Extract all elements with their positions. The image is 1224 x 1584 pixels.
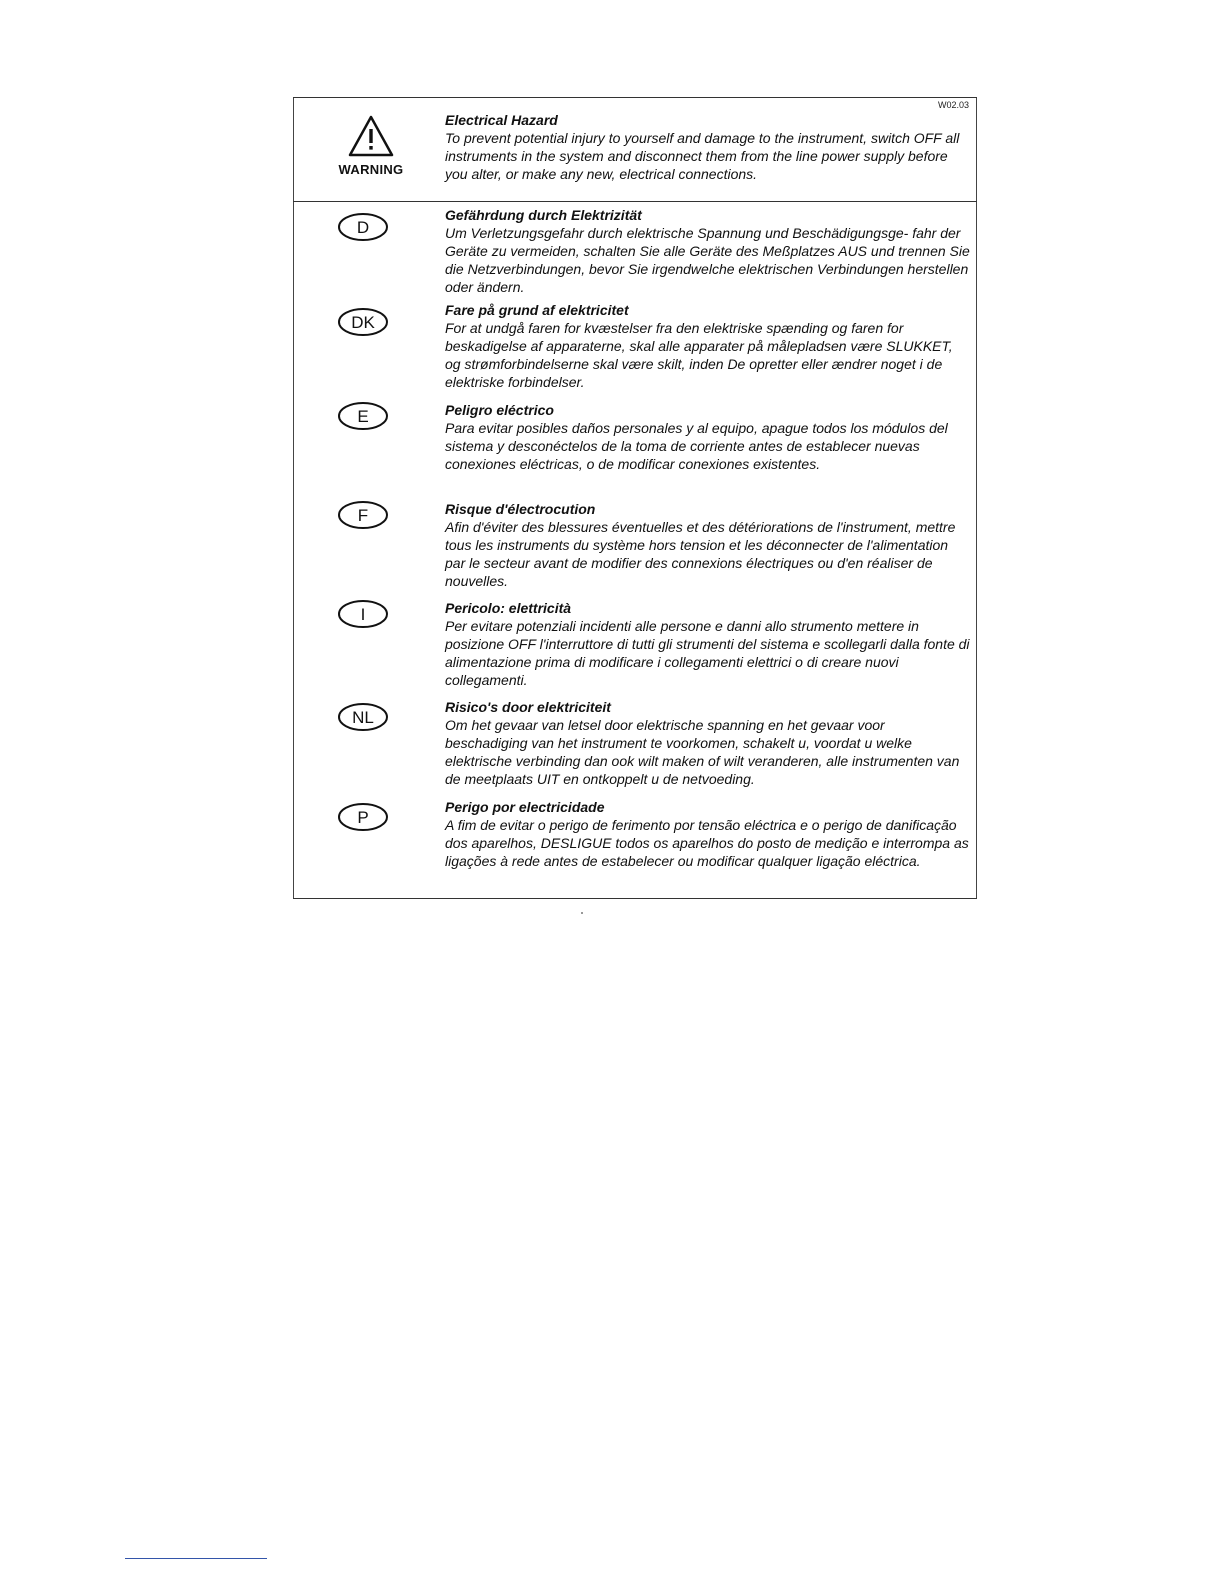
country-badge-e: [337, 401, 389, 431]
oval-badge-icon: [337, 802, 389, 832]
language-title: Peligro eléctrico: [445, 402, 554, 418]
badge-code: DK: [351, 313, 375, 332]
language-text-d: [445, 206, 970, 296]
badge-code: P: [357, 808, 369, 827]
oval-badge-icon: [337, 702, 389, 732]
language-text-nl: [445, 698, 970, 788]
country-badge-p: [337, 802, 389, 832]
hazard-statement: [445, 111, 965, 183]
language-text-e: [445, 401, 970, 473]
badge-code: D: [356, 218, 370, 237]
oval-badge-icon: [337, 401, 389, 431]
footer-rule: [125, 1558, 267, 1559]
oval-badge-icon: [337, 307, 389, 337]
language-title: Risque d'électrocution: [445, 501, 596, 517]
language-body: Um Verletzungsgefahr durch elektrische Spannung und Beschädigungsge- fahr der Geräte zu vermeiden, schalten Sie alle Geräte des Meßplatzes AUS und trennen Sie die Netzverbindungen, bevor Sie irgendwelche elektrischen Verbindungen herstellen oder ändern.: [445, 225, 970, 295]
badge-code: F: [357, 506, 369, 525]
warning-triangle-icon: [347, 114, 395, 158]
warning-label: WARNING: [338, 162, 404, 177]
oval-badge-icon: [337, 212, 389, 242]
document-code: W02.03: [937, 100, 969, 110]
language-title: Pericolo: elettricità: [445, 600, 572, 616]
language-body: Om het gevaar van letsel door elektrische spanning en het gevaar voor beschadiging van het instrument te voorkomen, schakelt u, voordat u welke elektrische verbinding dan ook wilt maken of wilt veranderen, alle instrumenten van de meetplaats UIT en ontkoppelt u de netvoeding.: [445, 717, 960, 787]
language-body: Para evitar posibles daños personales y al equipo, apague todos los módulos del sistema y desconéctelos de la toma de corriente antes de establecer nuevas conexiones eléctricas, o de modificar conexiones existentes.: [445, 420, 948, 472]
language-text-p: [445, 798, 970, 870]
language-body: Afin d'éviter des blessures éventuelles et des détériorations de l'instrument, mettre tous les instruments du système hors tension et les déconnecter de l'alimentation par le secteur avant de modifier des connexions électriques ou d'en réaliser de nouvelles.: [445, 519, 956, 589]
hazard-body: To prevent potential injury to yourself and damage to the instrument, switch OFF all instruments in the system and disconnect them from the line power supply before you alter, or make any new, electrical connections.: [445, 130, 960, 182]
language-body: A fim de evitar o perigo de ferimento por tensão eléctrica e o perigo de danificação dos aparelhos, DESLIGUE todos os aparelhos do posto de medição e interrompa as ligações à rede antes de estabelecer ou modificar qualquer ligação eléctrica.: [445, 817, 969, 869]
language-title: Perigo por electricidade: [445, 799, 605, 815]
badge-code: I: [360, 605, 366, 624]
hazard-title: Electrical Hazard: [445, 112, 558, 128]
warning-icon-group: [321, 114, 421, 177]
badge-code: E: [357, 407, 369, 426]
language-title: Gefährdung durch Elektrizität: [445, 207, 642, 223]
language-text-dk: [445, 301, 970, 391]
warning-notice: [293, 97, 977, 899]
badge-code: NL: [352, 708, 374, 727]
left-border: [293, 98, 294, 898]
language-title: Risico's door elektriciteit: [445, 699, 611, 715]
country-badge-d: [337, 212, 389, 242]
language-body: For at undgå faren for kvæstelser fra den elektriske spænding og faren for beskadigelse af apparaterne, skal alle apparater på målepladsen være SLUKKET, og strømforbindelserne skal være skilt, inden De opretter eller ændrer noget i de elektriske forbindelser.: [445, 320, 953, 390]
section-divider: [293, 201, 977, 202]
oval-badge-icon: [337, 599, 389, 629]
language-text-i: [445, 599, 970, 689]
oval-badge-icon: [337, 500, 389, 530]
country-badge-f: [337, 500, 389, 530]
country-badge-dk: [337, 307, 389, 337]
language-body: Per evitare potenziali incidenti alle persone e danni allo strumento mettere in posizione OFF l'interruttore di tutti gli strumenti del sistema e scollegarli dalla fonte di alimentazione prima di modificare i collegamenti elettrici o di creare nuovi collegamenti.: [445, 618, 970, 688]
language-text-f: [445, 500, 970, 590]
scan-speck: [581, 912, 583, 914]
language-title: Fare på grund af elektricitet: [445, 302, 629, 318]
country-badge-i: [337, 599, 389, 629]
right-border: [976, 98, 977, 898]
country-badge-nl: [337, 702, 389, 732]
